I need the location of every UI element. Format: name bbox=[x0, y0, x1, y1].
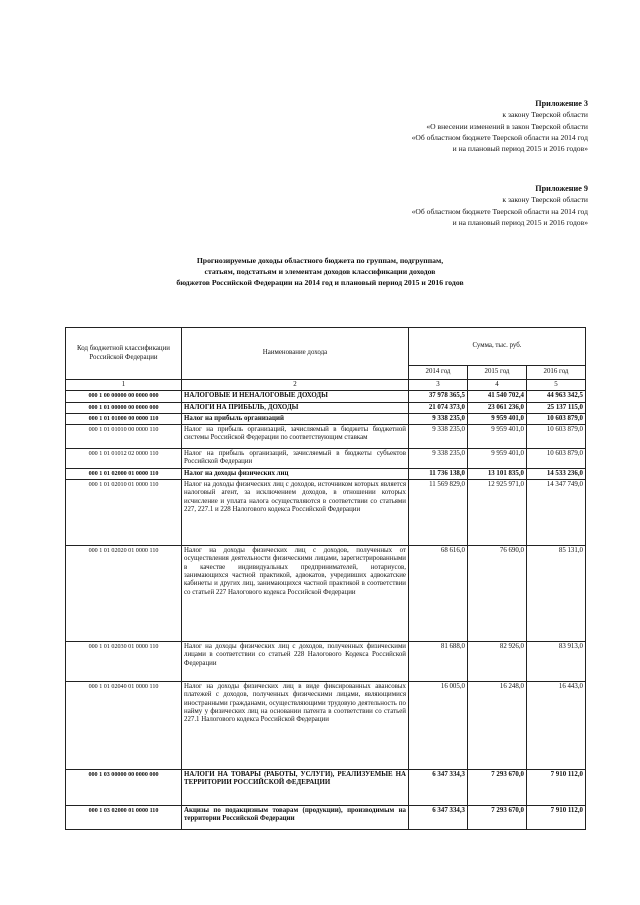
appendix-3-line: к закону Тверской области bbox=[502, 110, 588, 120]
row-code: 000 1 01 00000 00 0000 000 bbox=[66, 402, 182, 413]
header-name: Наименование дохода bbox=[182, 328, 409, 380]
row-value-2016: 16 443,0 bbox=[527, 682, 586, 770]
appendix-3-block bbox=[412, 98, 588, 154]
appendix-3-line: «Об областном бюджете Тверской области на 2014 год bbox=[411, 132, 588, 142]
header-year-2015: 2015 год bbox=[468, 366, 527, 380]
row-code: 000 1 01 01010 00 0000 110 bbox=[66, 425, 182, 449]
row-value-2014: 9 338 235,0 bbox=[409, 413, 468, 424]
title-line: статьям, подстатьям и элементам доходов классификации доходов bbox=[204, 267, 436, 276]
table-row bbox=[66, 480, 586, 546]
row-value-2016: 7 910 112,0 bbox=[527, 806, 586, 830]
row-value-2016: 83 913,0 bbox=[527, 642, 586, 682]
row-code: 000 1 01 02010 01 0000 110 bbox=[66, 480, 182, 546]
row-name: Акцизы по подакцизным товарам (продукции), производимым на территории Российской Федерации bbox=[182, 806, 409, 830]
row-name: Налог на доходы физических лиц с доходов, полученных от осуществления деятельности физическими лицами, зарегистрированными в качестве индивидуальных предпринимателей, нотариусов, занимающихся частной практикой, адвокатов, учредивших адвокатские кабинеты и других лиц, занимающихся частной практикой в соответствии со статьей 227 Налогового кодекса Российской Федерации bbox=[182, 546, 409, 642]
header-year-2016: 2016 год bbox=[527, 366, 586, 380]
appendix-9-block bbox=[412, 183, 588, 228]
row-value-2016: 85 131,0 bbox=[527, 546, 586, 642]
table-row bbox=[66, 425, 586, 449]
row-value-2015: 13 101 835,0 bbox=[468, 468, 527, 479]
row-value-2016: 7 910 112,0 bbox=[527, 770, 586, 806]
row-name: НАЛОГИ НА ТОВАРЫ (РАБОТЫ, УСЛУГИ), РЕАЛИЗУЕМЫЕ НА ТЕРРИТОРИИ РОССИЙСКОЙ ФЕДЕРАЦИИ bbox=[182, 770, 409, 806]
table-row bbox=[66, 806, 586, 830]
table-row bbox=[66, 682, 586, 770]
row-name: Налог на прибыль организаций, зачисляемый в бюджеты бюджетной системы Российской Федерации по соответствующим ставкам bbox=[182, 425, 409, 449]
table-row bbox=[66, 449, 586, 469]
column-number: 2 bbox=[182, 380, 409, 391]
table-row bbox=[66, 413, 586, 424]
row-value-2014: 16 005,0 bbox=[409, 682, 468, 770]
table-row bbox=[66, 770, 586, 806]
row-value-2016: 44 963 342,5 bbox=[527, 391, 586, 402]
appendix-9-title: Приложение 9 bbox=[535, 184, 588, 193]
row-value-2015: 76 690,0 bbox=[468, 546, 527, 642]
row-value-2014: 21 074 373,0 bbox=[409, 402, 468, 413]
row-value-2015: 16 248,0 bbox=[468, 682, 527, 770]
header-code: Код бюджетной классификации Российской Федерации bbox=[66, 328, 182, 380]
row-value-2014: 9 338 235,0 bbox=[409, 449, 468, 469]
title-line: Прогнозируемые доходы областного бюджета по группам, подгруппам, bbox=[196, 256, 444, 265]
row-value-2014: 9 338 235,0 bbox=[409, 425, 468, 449]
row-value-2015: 9 959 401,0 bbox=[468, 413, 527, 424]
row-value-2016: 10 603 879,0 bbox=[527, 425, 586, 449]
row-name: Налог на доходы физических лиц с доходов, полученных физическими лицами в соответствии со статьей 228 Налогового Кодекса Российской Федерации bbox=[182, 642, 409, 682]
appendix-9-line: «Об областном бюджете Тверской области на 2014 год bbox=[411, 206, 588, 216]
row-value-2015: 9 959 401,0 bbox=[468, 449, 527, 469]
column-number: 1 bbox=[66, 380, 182, 391]
table-row bbox=[66, 642, 586, 682]
row-code: 000 1 01 02020 01 0000 110 bbox=[66, 546, 182, 642]
row-value-2014: 68 616,0 bbox=[409, 546, 468, 642]
column-number: 3 bbox=[409, 380, 468, 391]
appendix-9-line: к закону Тверской области bbox=[502, 195, 588, 205]
row-name: НАЛОГОВЫЕ И НЕНАЛОГОВЫЕ ДОХОДЫ bbox=[182, 391, 409, 402]
row-code: 000 1 01 01000 00 0000 110 bbox=[66, 413, 182, 424]
table-row bbox=[66, 546, 586, 642]
row-code: 000 1 01 02040 01 0000 110 bbox=[66, 682, 182, 770]
row-code: 000 1 01 01012 02 0000 110 bbox=[66, 449, 182, 469]
column-number: 5 bbox=[527, 380, 586, 391]
row-name: Налог на прибыль организаций bbox=[182, 413, 409, 424]
column-number: 4 bbox=[468, 380, 527, 391]
row-value-2014: 6 347 334,3 bbox=[409, 770, 468, 806]
row-name: Налог на доходы физических лиц bbox=[182, 468, 409, 479]
table-row bbox=[66, 468, 586, 479]
row-code: 000 1 03 02000 01 0000 110 bbox=[66, 806, 182, 830]
row-value-2016: 14 347 749,0 bbox=[527, 480, 586, 546]
header-sum: Сумма, тыс. руб. bbox=[409, 328, 586, 366]
row-value-2014: 81 688,0 bbox=[409, 642, 468, 682]
row-value-2016: 14 533 236,0 bbox=[527, 468, 586, 479]
row-value-2014: 37 978 365,5 bbox=[409, 391, 468, 402]
table-row bbox=[66, 402, 586, 413]
row-value-2014: 11 736 138,0 bbox=[409, 468, 468, 479]
row-value-2016: 25 137 115,0 bbox=[527, 402, 586, 413]
row-value-2016: 10 603 879,0 bbox=[527, 413, 586, 424]
row-value-2015: 9 959 401,0 bbox=[468, 425, 527, 449]
row-code: 000 1 01 02030 01 0000 110 bbox=[66, 642, 182, 682]
revenue-table bbox=[65, 327, 586, 830]
row-name: Налог на прибыль организаций, зачисляемый в бюджеты субъектов Российской Федерации bbox=[182, 449, 409, 469]
row-code: 000 1 01 02000 01 0000 110 bbox=[66, 468, 182, 479]
row-value-2015: 23 061 236,0 bbox=[468, 402, 527, 413]
row-value-2016: 10 603 879,0 bbox=[527, 449, 586, 469]
row-name: Налог на доходы физических лиц в виде фиксированных авансовых платежей с доходов, полученных физическими лицами, являющимися иностранными гражданами, осуществляющими трудовую деятельность по найму у физических лиц на основании патента в соответствии со статьей 227.1 Налогового кодекса Российской Федерации bbox=[182, 682, 409, 770]
table-row bbox=[66, 391, 586, 402]
title-line: бюджетов Российской Федерации на 2014 год и плановый период 2015 и 2016 годов bbox=[176, 278, 464, 287]
appendix-3-line: и на плановый период 2015 и 2016 годов» bbox=[452, 144, 588, 154]
row-value-2015: 41 540 702,4 bbox=[468, 391, 527, 402]
row-name: НАЛОГИ НА ПРИБЫЛЬ, ДОХОДЫ bbox=[182, 402, 409, 413]
row-value-2015: 12 925 971,0 bbox=[468, 480, 527, 546]
appendix-3-title: Приложение 3 bbox=[535, 99, 588, 108]
row-value-2014: 6 347 334,3 bbox=[409, 806, 468, 830]
row-code: 000 1 00 00000 00 0000 000 bbox=[66, 391, 182, 402]
row-code: 000 1 03 00000 00 0000 000 bbox=[66, 770, 182, 806]
row-name: Налог на доходы физических лиц с доходов, источником которых является налоговый агент, за исключением доходов, в отношении которых исчисление и уплата налога осуществляются в соответствии со статьями 227, 227.1 и 228 Налогового кодекса Российской Федерации bbox=[182, 480, 409, 546]
document-title bbox=[60, 255, 580, 288]
row-value-2015: 7 293 670,0 bbox=[468, 806, 527, 830]
appendix-9-line: и на плановый период 2015 и 2016 годов» bbox=[452, 217, 588, 227]
row-value-2014: 11 569 829,0 bbox=[409, 480, 468, 546]
row-value-2015: 7 293 670,0 bbox=[468, 770, 527, 806]
appendix-3-line: «О внесении изменений в закон Тверской области bbox=[426, 121, 588, 131]
header-year-2014: 2014 год bbox=[409, 366, 468, 380]
row-value-2015: 82 926,0 bbox=[468, 642, 527, 682]
